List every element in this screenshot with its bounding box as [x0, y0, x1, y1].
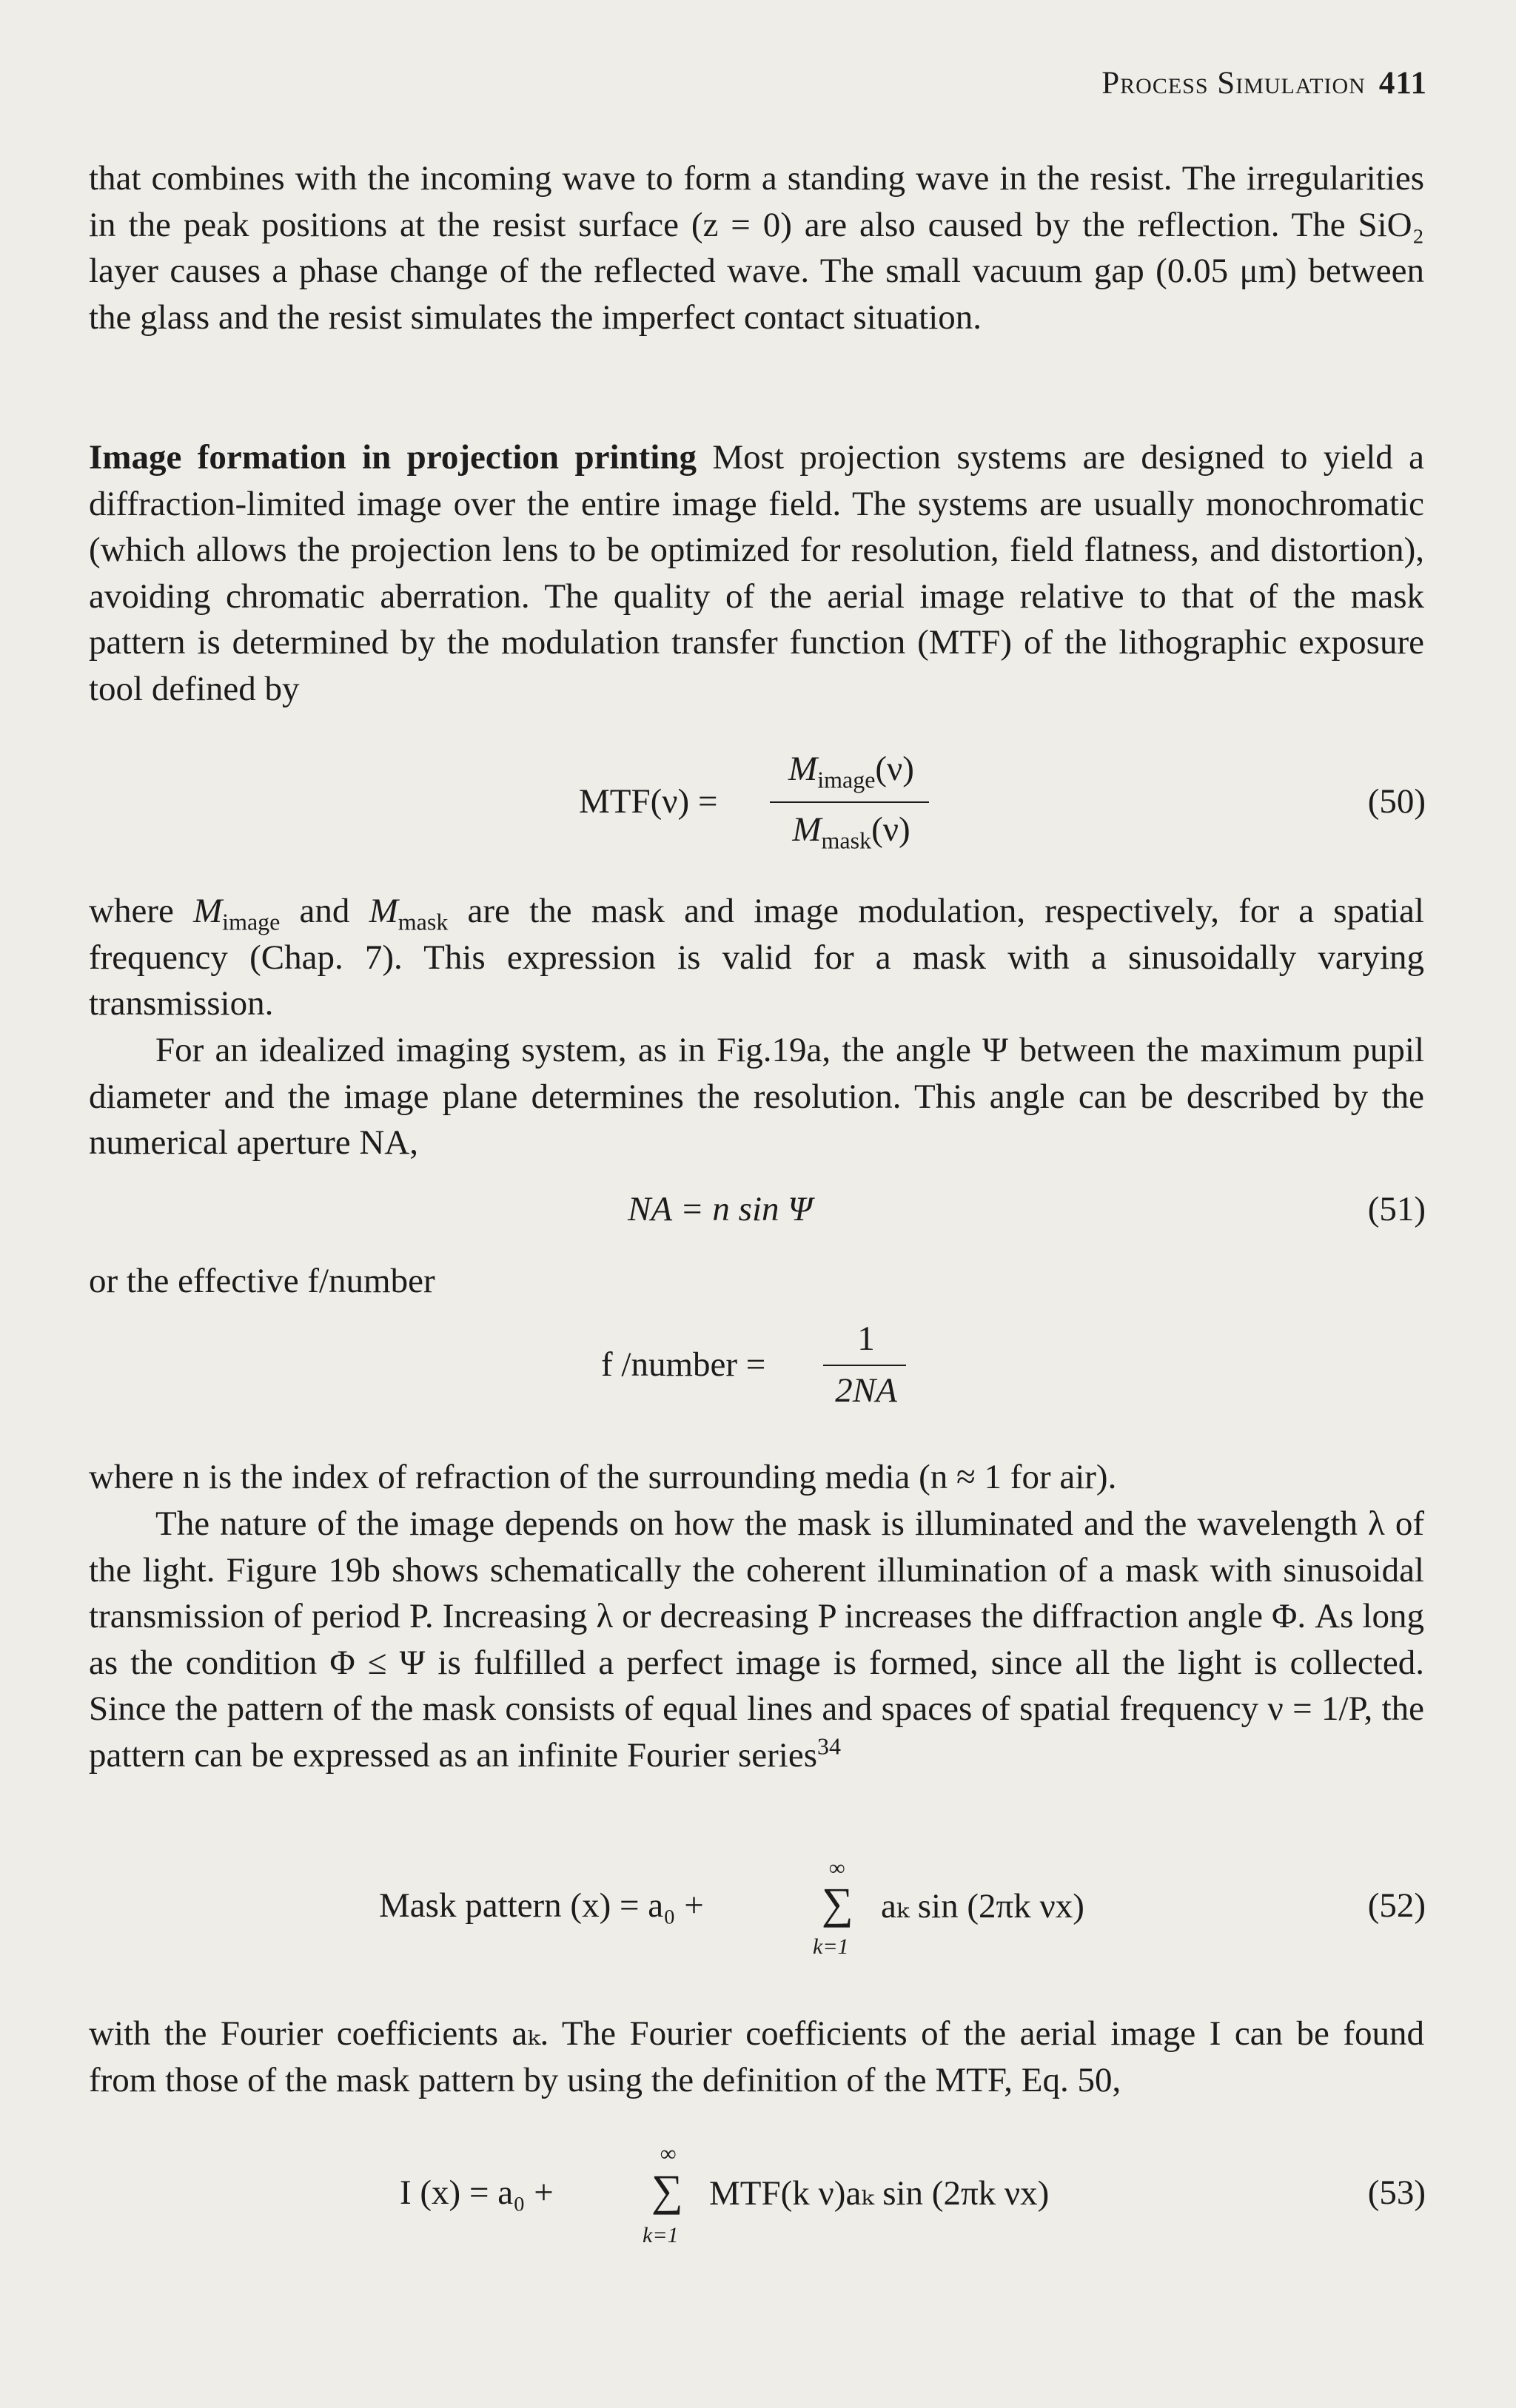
- paragraph-2: [89, 434, 1424, 712]
- eq50-num-var: M: [788, 750, 818, 788]
- eq53-label: (53): [1367, 2173, 1426, 2212]
- eq52-rhs: aₖ sin (2πk νx): [881, 1887, 1084, 1926]
- paragraph-7: [89, 1501, 1424, 1778]
- p3-s2: mask: [398, 908, 449, 935]
- footnote-ref-34: 34: [817, 1732, 842, 1759]
- page-number: 411: [1378, 66, 1427, 101]
- eq50-den-sub: mask: [821, 827, 872, 854]
- eq50-lhs: MTF(ν) =: [579, 782, 718, 821]
- eq51-label: (51): [1367, 1190, 1426, 1228]
- p3-m1: M: [193, 892, 223, 930]
- eq53-lhs: I (x) = a₀ +: [400, 2173, 554, 2212]
- eq53-rhs: MTF(k ν)aₖ sin (2πk νx): [709, 2174, 1050, 2213]
- paragraph-8: with the Fourier coefficients aₖ. The Fourier coefficients of the aerial image I can be found from those of the mask pattern by using the definition of the MTF, Eq. 50,: [89, 2014, 1424, 2099]
- p3-s1: image: [222, 908, 281, 935]
- eq-fnumber-lhs: f /number =: [601, 1345, 766, 1384]
- eq50-num-sub: image: [817, 766, 876, 793]
- eq53-sum-lower: k=1: [643, 2223, 679, 2247]
- eq52-lhs: Mask pattern (x) = a₀ +: [379, 1886, 704, 1925]
- paragraph-4: For an idealized imaging system, as in Fig.19a, the angle Ψ between the maximum pupil diameter and the image plane determines the resolution. This angle can be described by the numerical aperture NA,: [89, 1031, 1424, 1162]
- eq53-sum-upper: ∞: [660, 2142, 677, 2166]
- p3-a: where: [89, 892, 194, 930]
- eq-fnumber-numerator: 1: [857, 1319, 875, 1358]
- eq52-sum-lower: k=1: [813, 1934, 849, 1959]
- running-header: [1101, 65, 1427, 101]
- eq53-sum-sign: ∑: [651, 2166, 683, 2215]
- eq50-numerator: [770, 749, 933, 793]
- p3-b: and: [280, 892, 369, 930]
- eq52-label: (52): [1367, 1886, 1426, 1925]
- eq50-label: (50): [1367, 782, 1426, 821]
- eq50-num-arg: (ν): [875, 750, 914, 788]
- eq50-fraction-bar: [770, 801, 929, 803]
- eq50-den-var: M: [792, 810, 822, 849]
- p3-c: are the mask and image modulation, respectively, for a spatial frequency (Chap. 7). This expression is valid for a mask with a sinusoidally varying transmission.: [89, 892, 1424, 1023]
- paragraph-2-body: Most projection systems are designed to yield a diffraction-limited image over the entire image field. The systems are usually monochromatic (which allows the projection lens to be optimized for resolution, field flatness, and distortion), avoiding chromatic aberration. The quality of the aerial image relative to that of the mask pattern is determined by the modulation transfer function (MTF) of the lithographic exposure tool defined by: [89, 438, 1424, 708]
- p3-m2: M: [369, 892, 398, 930]
- paragraph-7-text: The nature of the image depends on how the mask is illuminated and the wavelength λ of the light. Figure 19b shows schematically the coherent illumination of a mask with sinusoidal transmission of period P. Increasing λ or decreasing P increases the diffraction angle Φ. As long as the condition Φ ≤ Ψ is fulfilled a perfect image is formed, since all the light is collected. Since the pattern of the mask consists of equal lines and spaces of spatial frequency ν = 1/P, the pattern can be expressed as an infinite Fourier series: [89, 1504, 1424, 1775]
- paragraph-3: [89, 888, 1424, 1027]
- header-section-title: Process Simulation: [1101, 66, 1366, 101]
- eq-fnumber-fraction-bar: [823, 1365, 906, 1366]
- paragraph-1: that combines with the incoming wave to form a standing wave in the resist. The irregularities in the peak positions at the resist surface (z = 0) are also caused by the reflection. The SiO₂ layer causes a phase change of the reflected wave. The small vacuum gap (0.05 μm) between the glass and the resist simulates the imperfect contact situation.: [89, 159, 1424, 337]
- eq52-sum-upper: ∞: [829, 1856, 845, 1880]
- paragraph-5: or the effective f/number: [89, 1262, 435, 1300]
- eq50-denominator: [770, 810, 933, 854]
- eq51: NA = n sin Ψ: [628, 1190, 813, 1228]
- eq52-sum-sign: ∑: [822, 1879, 853, 1928]
- paragraph-2-heading: Image formation in projection printing: [89, 438, 697, 477]
- eq-fnumber-denominator: 2NA: [835, 1371, 897, 1410]
- eq50-den-arg: (ν): [871, 810, 910, 849]
- paragraph-6: where n is the index of refraction of the surrounding media (n ≈ 1 for air).: [89, 1458, 1117, 1496]
